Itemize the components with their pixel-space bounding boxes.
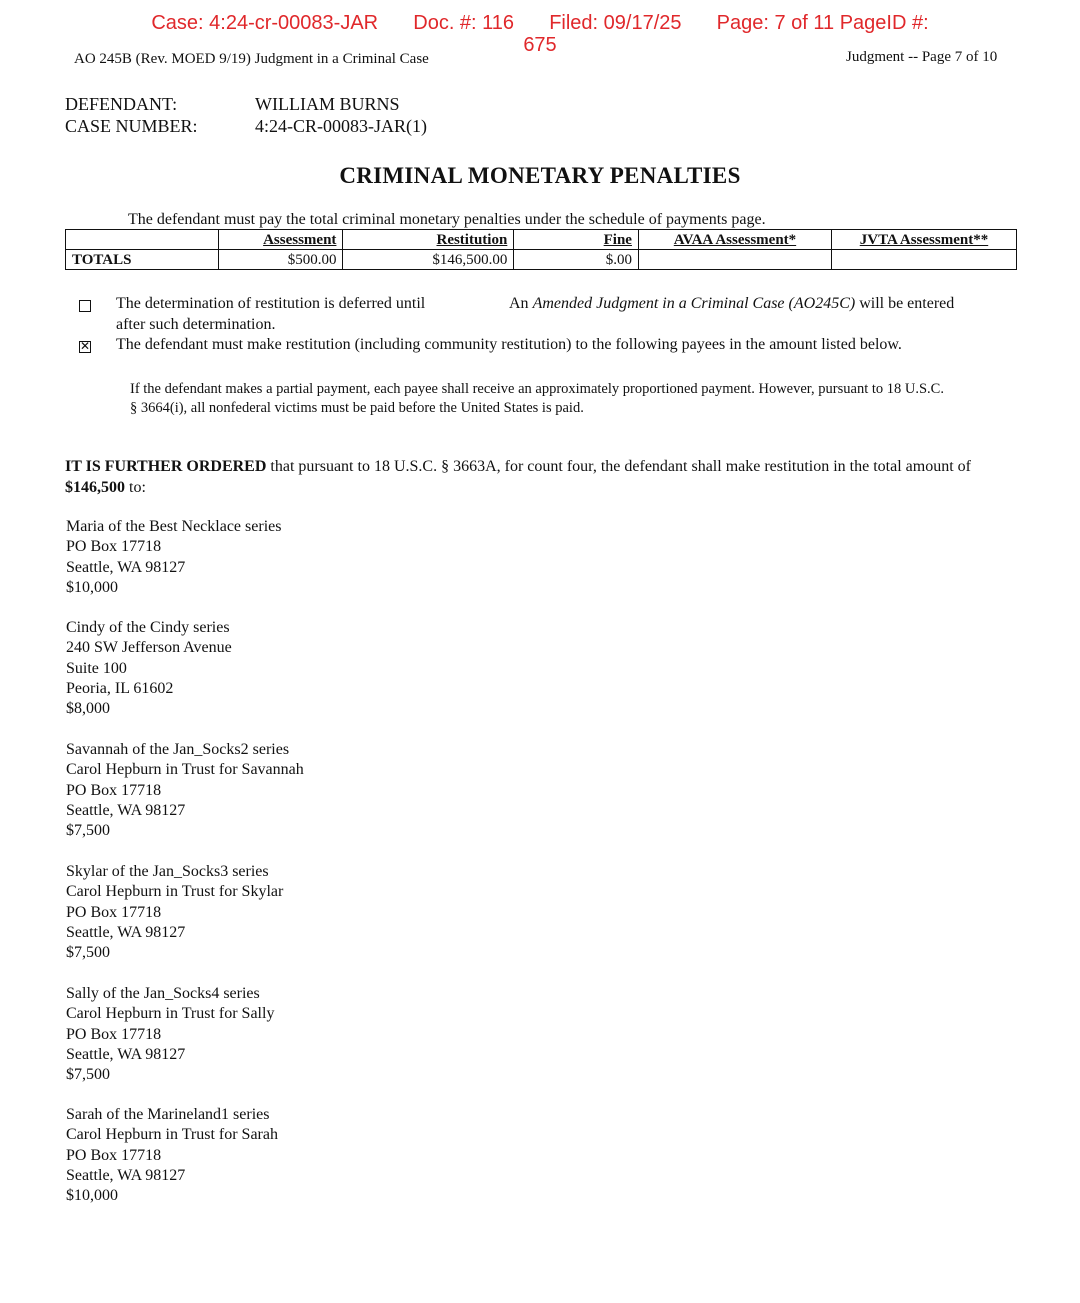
order-text: that pursuant to 18 U.S.C. § 3663A, for count four, the defendant shall make restitution in the total amount of: [266, 458, 971, 475]
payee-address-line: Carol Hepburn in Trust for Sally: [66, 1005, 275, 1023]
payee-address-line: PO Box 17718: [66, 781, 162, 799]
payee-amount: $7,500: [66, 944, 110, 962]
judgment-page-number: Judgment -- Page 7 of 10: [846, 49, 998, 65]
case-number-label: CASE NUMBER:: [65, 116, 198, 136]
total-jvta: [831, 250, 1016, 270]
amended-judgment-title: Amended Judgment in a Criminal Case (AO245C): [532, 295, 856, 312]
header-fine: Fine: [514, 230, 639, 250]
deferred-text-a: The determination of restitution is deferred until: [116, 295, 426, 312]
payee-address-line: PO Box 17718: [66, 903, 162, 921]
restitution-text: The defendant must make restitution (including community restitution) to the following payees in the amount listed below.: [116, 336, 902, 353]
deferred-text-d: after such determination.: [116, 316, 276, 333]
payee-name: Cindy of the Cindy series: [66, 619, 230, 636]
payee-address-line: Peoria, IL 61602: [66, 679, 174, 697]
total-assessment: $500.00: [218, 250, 343, 270]
penalties-totals-row: [66, 250, 1017, 270]
page-title: CRIMINAL MONETARY PENALTIES: [339, 163, 741, 188]
payee-block: [66, 862, 283, 963]
payee-address-line: Seattle, WA 98127: [66, 801, 186, 819]
payee-name: Sarah of the Marineland1 series: [66, 1106, 270, 1123]
payee-address-line: Carol Hepburn in Trust for Sarah: [66, 1126, 278, 1144]
payee-address-line: Carol Hepburn in Trust for Savannah: [66, 761, 304, 779]
payee-address-line: PO Box 17718: [66, 538, 162, 556]
partial-payment-note-line1: If the defendant makes a partial payment, each payee shall receive an approximately proportioned payment. However, pursuant to 18 U.S.C.: [130, 381, 944, 397]
total-fine: $.00: [514, 250, 639, 270]
payee-block: [66, 1105, 278, 1206]
payee-amount: $8,000: [66, 700, 110, 718]
stamp-doc: Doc. #: 116: [413, 12, 515, 34]
deferred-checkbox[interactable]: [79, 300, 91, 312]
defendant-label: DEFENDANT:: [65, 94, 178, 114]
payee-address-line: Seattle, WA 98127: [66, 1166, 186, 1184]
stamp-filed: Filed: 09/17/25: [549, 12, 682, 34]
penalties-table: [65, 229, 1017, 270]
stamp-page: Page: 7 of 11 PageID #:: [716, 12, 929, 34]
payee-amount: $7,500: [66, 1066, 110, 1084]
payee-address-line: Seattle, WA 98127: [66, 558, 186, 576]
payee-address-line: Carol Hepburn in Trust for Skylar: [66, 883, 284, 901]
penalties-header-row: [66, 230, 1017, 250]
order-amount: $146,500: [65, 479, 125, 496]
payee-address-line: 240 SW Jefferson Avenue: [66, 639, 232, 657]
header-spacer: [66, 230, 219, 250]
restitution-checkbox[interactable]: ✕: [80, 339, 91, 353]
deferred-text-b: An: [509, 295, 529, 312]
defendant-name: WILLIAM BURNS: [255, 94, 400, 114]
payee-address-line: PO Box 17718: [66, 1025, 162, 1043]
total-avaa: [638, 250, 831, 270]
header-restitution: Restitution: [343, 230, 514, 250]
payee-name: Skylar of the Jan_Socks3 series: [66, 863, 269, 880]
payee-block: [66, 517, 281, 598]
payee-amount: $7,500: [66, 822, 110, 840]
order-lead: IT IS FURTHER ORDERED: [65, 458, 267, 475]
payee-address-line: Suite 100: [66, 659, 127, 677]
payee-address-line: Seattle, WA 98127: [66, 1045, 186, 1063]
payee-name: Sally of the Jan_Socks4 series: [66, 985, 260, 1002]
deferred-text: [116, 295, 425, 313]
payee-amount: $10,000: [66, 578, 118, 596]
stamp-case: Case: 4:24-cr-00083-JAR: [151, 12, 379, 34]
form-header: AO 245B (Rev. MOED 9/19) Judgment in a Criminal Case: [74, 51, 429, 67]
payee-address-line: PO Box 17718: [66, 1146, 162, 1164]
header-avaa-assessment: AVAA Assessment*: [638, 230, 831, 250]
payee-block: [66, 984, 274, 1085]
deferred-text-right: [509, 295, 954, 313]
deferred-text-c: will be entered: [859, 295, 955, 312]
header-jvta-assessment: JVTA Assessment**: [831, 230, 1016, 250]
totals-label: TOTALS: [66, 250, 219, 270]
payee-block: [66, 618, 232, 719]
restitution-order: [65, 456, 1005, 498]
partial-payment-note-line2: § 3664(i), all nonfederal victims must be paid before the United States is paid.: [130, 400, 584, 416]
payee-name: Maria of the Best Necklace series: [66, 518, 282, 535]
payee-name: Savannah of the Jan_Socks2 series: [66, 741, 290, 758]
filing-stamp: [0, 12, 1080, 35]
total-restitution: $146,500.00: [343, 250, 514, 270]
payee-amount: $10,000: [66, 1187, 118, 1205]
stamp-pageid: 675: [523, 34, 557, 56]
payee-address-line: Seattle, WA 98127: [66, 923, 186, 941]
order-tail: to:: [125, 479, 146, 496]
case-number: 4:24-CR-00083-JAR(1): [255, 116, 427, 136]
penalties-intro: The defendant must pay the total criminal monetary penalties under the schedule of payments page.: [128, 211, 766, 228]
payee-block: [66, 740, 304, 841]
header-assessment: Assessment: [218, 230, 343, 250]
